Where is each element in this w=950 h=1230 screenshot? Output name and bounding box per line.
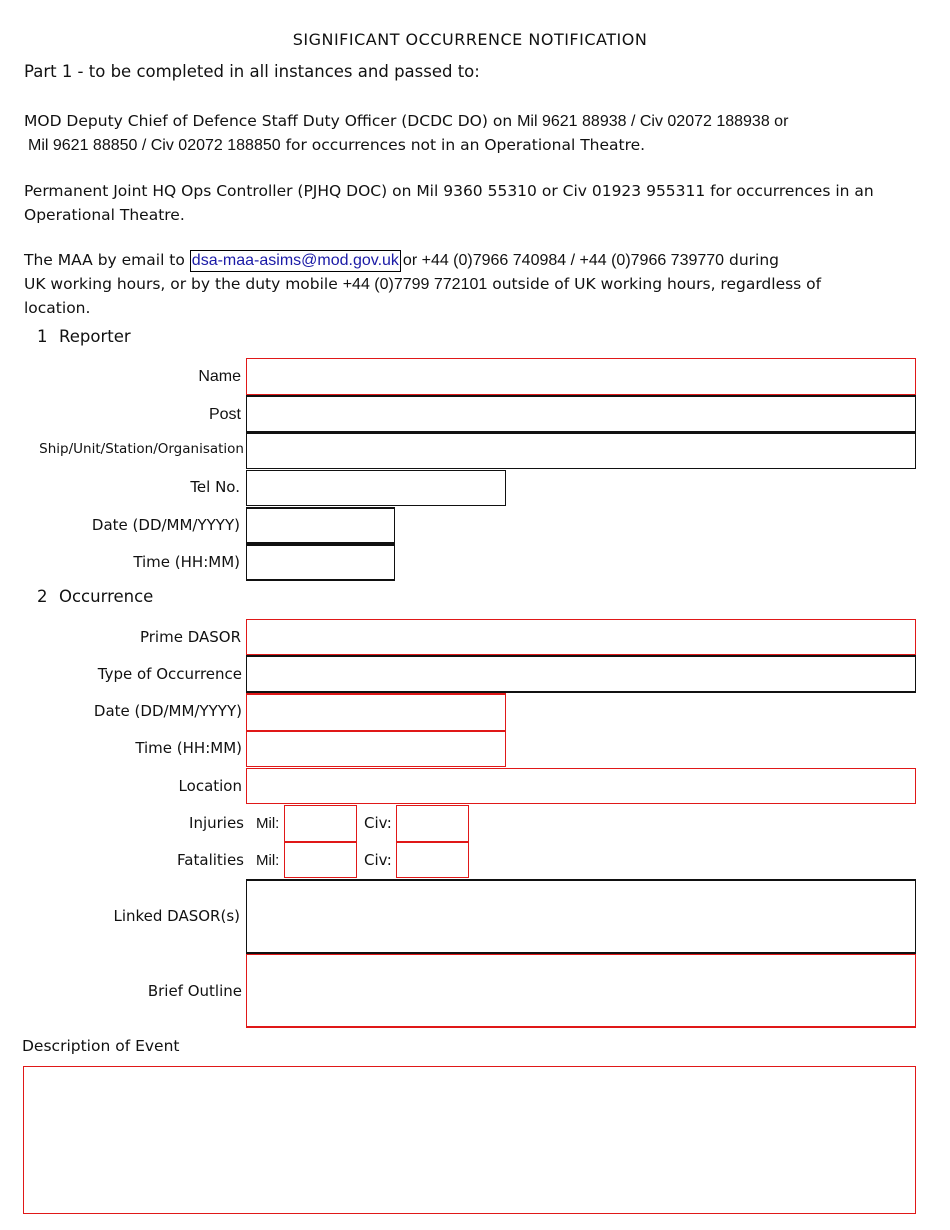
post-label: Post (208, 406, 241, 423)
fatalities-label: Fatalities (177, 851, 244, 869)
name-input[interactable] (246, 358, 916, 395)
type-input[interactable] (246, 655, 916, 693)
maa-phones: or +44 (0)7966 740984 / +44 (0)7966 739770 (402, 252, 725, 269)
part1-instruction: Part 1 - to be completed in all instances and passed to: (24, 62, 480, 81)
fatalities-civ-input[interactable] (396, 841, 469, 878)
page-title: SIGNIFICANT OCCURRENCE NOTIFICATION (292, 30, 648, 49)
post-input[interactable] (246, 395, 916, 433)
section-2-heading (37, 587, 153, 606)
maa-text: The MAA by email to (24, 251, 190, 269)
location-input[interactable] (246, 768, 916, 804)
brief-outline-input[interactable] (246, 954, 916, 1028)
pjhq-contact-line1: Permanent Joint HQ Ops Controller (PJHQ DOC) on Mil 9360 55310 or Civ 01923 955311 for occurrences in an (24, 182, 874, 200)
maa-contact-line3: location. (24, 299, 91, 317)
pjhq-contact-line2: Operational Theatre. (24, 206, 185, 224)
occurrence-date-label: Date (DD/MM/YYYY) (93, 702, 242, 720)
injuries-label: Injuries (189, 814, 244, 832)
dcdc-text: MOD Deputy Chief of Defence Staff Duty Officer (DCDC DO) on (24, 112, 518, 130)
maa-contact-line1 (24, 248, 779, 273)
unit-input[interactable] (246, 433, 916, 469)
location-label: Location (178, 777, 242, 795)
name-label: Name (198, 368, 241, 385)
occurrence-time-label: Time (HH:MM) (135, 739, 242, 757)
dcdc-numbers-2: Mil 9621 88850 / Civ 02072 188850 (28, 137, 281, 154)
reporter-date-label: Date (DD/MM/YYYY) (91, 516, 240, 534)
fatalities-mil-input[interactable] (284, 841, 357, 878)
reporter-date-input[interactable] (246, 507, 395, 544)
maa-text-2a: UK working hours, or by the duty mobile (24, 275, 343, 293)
type-label: Type of Occurrence (97, 665, 242, 683)
description-input[interactable] (23, 1066, 916, 1214)
dcdc-contact-line2 (28, 133, 645, 158)
fatalities-civ-label: Civ: (364, 851, 392, 869)
injuries-civ-label: Civ: (364, 814, 392, 832)
occurrence-time-input[interactable] (246, 730, 506, 767)
description-label: Description of Event (22, 1037, 180, 1055)
tel-input[interactable] (246, 470, 506, 506)
occurrence-date-input[interactable] (246, 693, 506, 731)
injuries-mil-input[interactable] (284, 805, 357, 842)
dcdc-text-2: for occurrences not in an Operational Theatre. (280, 136, 646, 154)
tel-label: Tel No. (190, 478, 240, 496)
linked-dasor-label: Linked DASOR(s) (113, 907, 240, 925)
unit-label: Ship/Unit/Station/Organisation (39, 441, 244, 457)
maa-email-link[interactable]: dsa-maa-asims@mod.gov.uk (190, 250, 401, 272)
reporter-time-input[interactable] (246, 544, 395, 581)
section-2-title: Occurrence (59, 587, 154, 606)
injuries-mil-label: Mil: (256, 815, 280, 832)
linked-dasor-input[interactable] (246, 879, 916, 954)
section-2-number: 2 (37, 587, 48, 606)
prime-dasor-label: Prime DASOR (139, 628, 241, 646)
maa-duty-mobile: +44 (0)7799 772101 (342, 276, 488, 293)
section-1-title: Reporter (59, 327, 131, 346)
section-1-number: 1 (37, 327, 48, 346)
maa-text-2c: outside of UK working hours, regardless of (487, 275, 822, 293)
prime-dasor-input[interactable] (246, 619, 916, 655)
injuries-civ-input[interactable] (396, 805, 469, 842)
reporter-time-label: Time (HH:MM) (133, 553, 240, 571)
maa-text-end: during (724, 251, 780, 269)
section-1-heading (37, 327, 131, 346)
maa-contact-line2 (24, 272, 821, 297)
brief-outline-label: Brief Outline (147, 982, 242, 1000)
dcdc-contact-line1 (24, 109, 788, 134)
fatalities-mil-label: Mil: (256, 852, 280, 869)
dcdc-numbers-1: Mil 9621 88938 / Civ 02072 188938 or (517, 113, 789, 130)
